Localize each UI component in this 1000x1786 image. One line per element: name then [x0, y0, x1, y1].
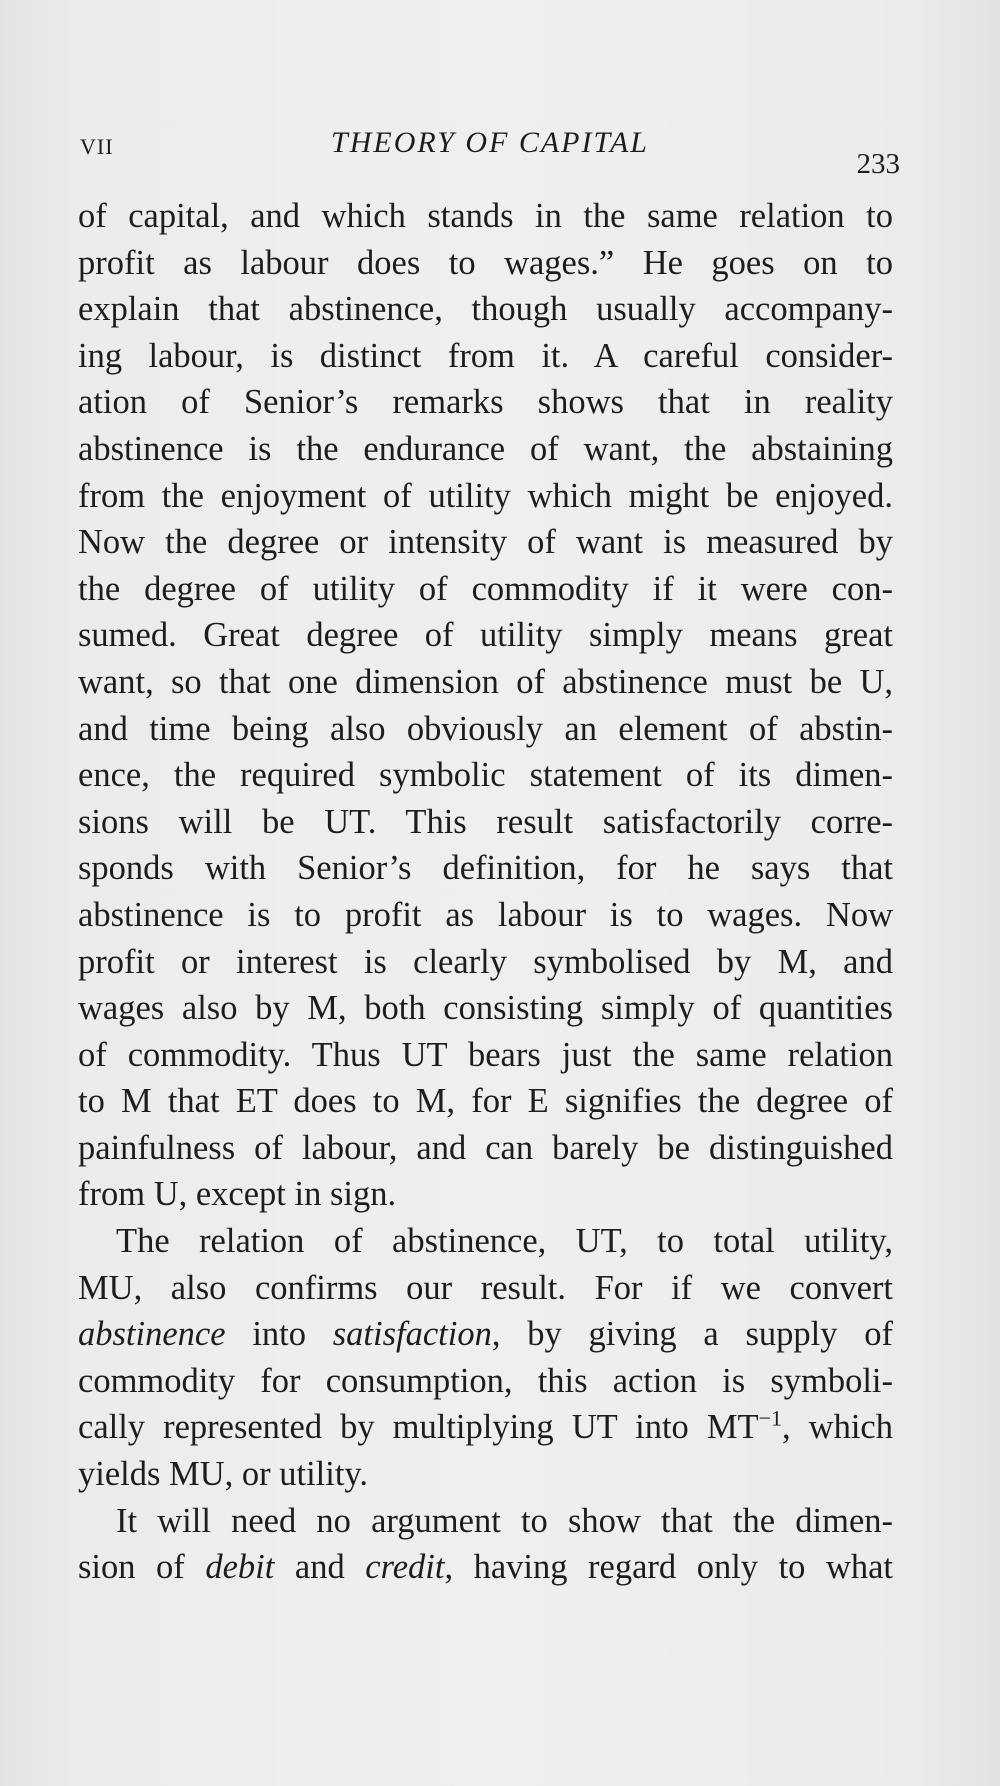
text-line: profit as labour does to wages.” He goes on to	[78, 243, 893, 282]
text-line: abstinence is to profit as labour is to wages. Now	[78, 895, 893, 934]
italic-word: abstinence	[78, 1315, 226, 1354]
text-line: painfulness of labour, and can barely be distinguished	[78, 1128, 893, 1167]
text-line: explain that abstinence, though usually accompany-	[78, 290, 893, 329]
text-line: to M that ET does to M, for E signifies the degree of	[78, 1082, 893, 1121]
paragraph-3	[78, 1498, 893, 1591]
text-line: of commodity. Thus UT bears just the same relation	[78, 1035, 893, 1074]
running-title: THEORY OF CAPITAL	[331, 126, 649, 159]
text-line	[78, 1544, 893, 1591]
italic-word: debit	[205, 1548, 275, 1587]
text-line: sions will be UT. This result satisfactorily corre-	[78, 802, 893, 841]
paragraph-1	[78, 193, 893, 1218]
text-line: The relation of abstinence, UT, to total utility,	[116, 1222, 893, 1261]
text-fragment: into	[252, 1315, 306, 1354]
text-line	[78, 1311, 893, 1358]
text-line: profit or interest is clearly symbolised by M, and	[78, 942, 893, 981]
italic-word: satisfaction	[332, 1315, 492, 1354]
text-line: from U, except in sign.	[78, 1175, 397, 1214]
text-line: commodity for consumption, this action is symboli-	[78, 1361, 893, 1400]
italic-word: credit	[365, 1548, 445, 1587]
text-line: wages also by M, both consisting simply of quantities	[78, 989, 893, 1028]
page-number: 233	[856, 148, 900, 180]
running-header	[80, 126, 900, 180]
text-fragment: cally represented by multiplying UT into MT	[78, 1408, 759, 1447]
text-line: from the enjoyment of utility which might be enjoyed.	[78, 476, 893, 515]
text-line: abstinence is the endurance of want, the abstaining	[78, 429, 893, 468]
text-fragment: and	[294, 1548, 345, 1587]
text-fragment: , by giving a supply of	[491, 1315, 894, 1354]
text-line: of capital, and which stands in the same relation to	[78, 197, 893, 235]
text-fragment: sion of	[78, 1548, 185, 1587]
text-line: and time being also obviously an element of abstin-	[78, 709, 893, 748]
text-line: sumed. Great degree of utility simply means great	[78, 616, 893, 655]
text-line: Now the degree or intensity of want is measured by	[78, 523, 893, 562]
text-line: yields MU, or utility.	[78, 1455, 369, 1494]
text-line: ing labour, is distinct from it. A careful consider-	[78, 336, 893, 375]
superscript: −1	[758, 1405, 782, 1431]
text-line: ence, the required symbolic statement of its dimen-	[78, 756, 893, 795]
body-text	[78, 193, 893, 1591]
text-line: MU, also confirms our result. For if we convert	[78, 1268, 893, 1307]
text-line: It will need no argument to show that the dimen-	[116, 1501, 893, 1540]
text-line	[78, 1404, 893, 1451]
text-line: ation of Senior’s remarks shows that in reality	[78, 383, 893, 422]
text-line: sponds with Senior’s definition, for he says that	[78, 849, 893, 888]
chapter-number: VII	[80, 134, 114, 159]
text-line: the degree of utility of commodity if it were con-	[78, 569, 893, 608]
text-line: want, so that one dimension of abstinence must be U,	[78, 662, 893, 701]
text-fragment: , having regard only to what	[444, 1548, 894, 1587]
text-fragment: , which	[782, 1408, 893, 1447]
paragraph-2	[78, 1218, 893, 1498]
